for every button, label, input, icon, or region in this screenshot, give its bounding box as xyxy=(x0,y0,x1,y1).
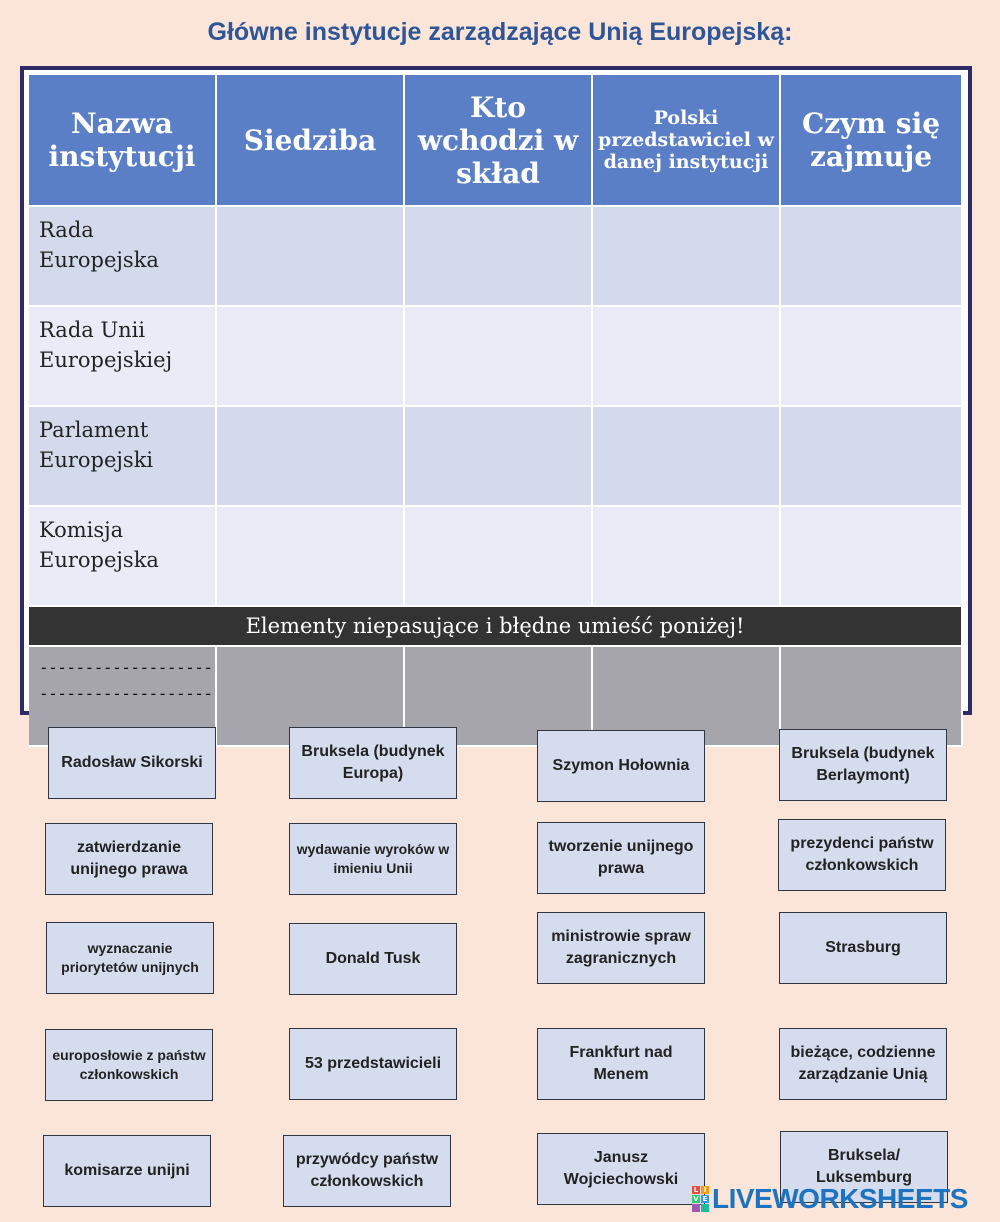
answer-card[interactable]: Szymon Hołownia xyxy=(537,730,705,802)
answer-card[interactable]: 53 przedstawicieli xyxy=(289,1028,457,1100)
liveworksheets-logo xyxy=(692,1183,968,1214)
row-label: Parlament Europejski xyxy=(29,407,217,507)
page-title: Główne instytucje zarządzające Unią Europejską: xyxy=(207,18,793,46)
answer-card[interactable]: zatwierdzanie unijnego prawa xyxy=(45,823,213,895)
drop-slot[interactable] xyxy=(781,307,963,407)
answer-card[interactable]: Bruksela/ Luksemburg xyxy=(780,1131,948,1203)
drop-slot[interactable] xyxy=(217,407,405,507)
table-row xyxy=(29,507,963,607)
header-polish-representative: Polski przedstawiciel w danej instytucji xyxy=(593,75,781,207)
answer-card[interactable]: Frankfurt nad Menem xyxy=(537,1028,705,1100)
header-seat: Siedziba xyxy=(217,75,405,207)
header-members: Kto wchodzi w skład xyxy=(405,75,593,207)
answer-card[interactable]: Radosław Sikorski xyxy=(48,727,216,799)
answer-card[interactable]: europosłowie z państw członkowskich xyxy=(45,1029,213,1101)
table-row xyxy=(29,407,963,507)
drop-slot[interactable] xyxy=(781,207,963,307)
worksheet-table xyxy=(20,66,972,715)
discard-label: ------------------- ------------------- xyxy=(29,647,217,747)
table-row xyxy=(29,207,963,307)
table-row xyxy=(29,307,963,407)
institutions-grid xyxy=(29,75,963,747)
answer-card[interactable]: komisarze unijni xyxy=(43,1135,211,1207)
drop-slot[interactable] xyxy=(593,207,781,307)
answer-card[interactable]: prezydenci państw członkowskich xyxy=(778,819,946,891)
drop-slot[interactable] xyxy=(781,507,963,607)
answer-card[interactable]: przywódcy państw członkowskich xyxy=(283,1135,451,1207)
drop-slot[interactable] xyxy=(405,407,593,507)
drop-slot[interactable] xyxy=(781,407,963,507)
drop-slot[interactable] xyxy=(593,407,781,507)
drop-slot[interactable] xyxy=(217,307,405,407)
liveworksheets-wordmark: LIVEWORKSHEETS xyxy=(712,1183,968,1214)
drop-slot[interactable] xyxy=(593,307,781,407)
drop-slot[interactable] xyxy=(405,307,593,407)
answer-card[interactable]: Janusz Wojciechowski xyxy=(537,1133,705,1205)
drop-slot[interactable] xyxy=(405,507,593,607)
answer-card[interactable]: wydawanie wyroków w imieniu Unii xyxy=(289,823,457,895)
row-label: Rada Europejska xyxy=(29,207,217,307)
answer-card[interactable]: tworzenie unijnego prawa xyxy=(537,822,705,894)
answer-card[interactable]: wyznaczanie priorytetów unijnych xyxy=(46,922,214,994)
header-institution-name: Nazwa instytucji xyxy=(29,75,217,207)
answer-card[interactable]: bieżące, codzienne zarządzanie Unią xyxy=(779,1028,947,1100)
drop-slot[interactable] xyxy=(593,507,781,607)
answer-card[interactable]: ministrowie spraw zagranicznych xyxy=(537,912,705,984)
answer-card[interactable]: Strasburg xyxy=(779,912,947,984)
drop-slot[interactable] xyxy=(405,207,593,307)
liveworksheets-mark-icon: L I V E xyxy=(692,1186,709,1212)
instruction-banner: Elementy niepasujące i błędne umieść poniżej! xyxy=(29,607,963,647)
row-label: Komisja Europejska xyxy=(29,507,217,607)
drop-slot[interactable] xyxy=(217,507,405,607)
answer-card[interactable]: Bruksela (budynek Berlaymont) xyxy=(779,729,947,801)
drop-slot[interactable] xyxy=(217,207,405,307)
answer-card[interactable]: Bruksela (budynek Europa) xyxy=(289,727,457,799)
answer-card[interactable]: Donald Tusk xyxy=(289,923,457,995)
row-label: Rada Unii Europejskiej xyxy=(29,307,217,407)
header-responsibilities: Czym się zajmuje xyxy=(781,75,963,207)
